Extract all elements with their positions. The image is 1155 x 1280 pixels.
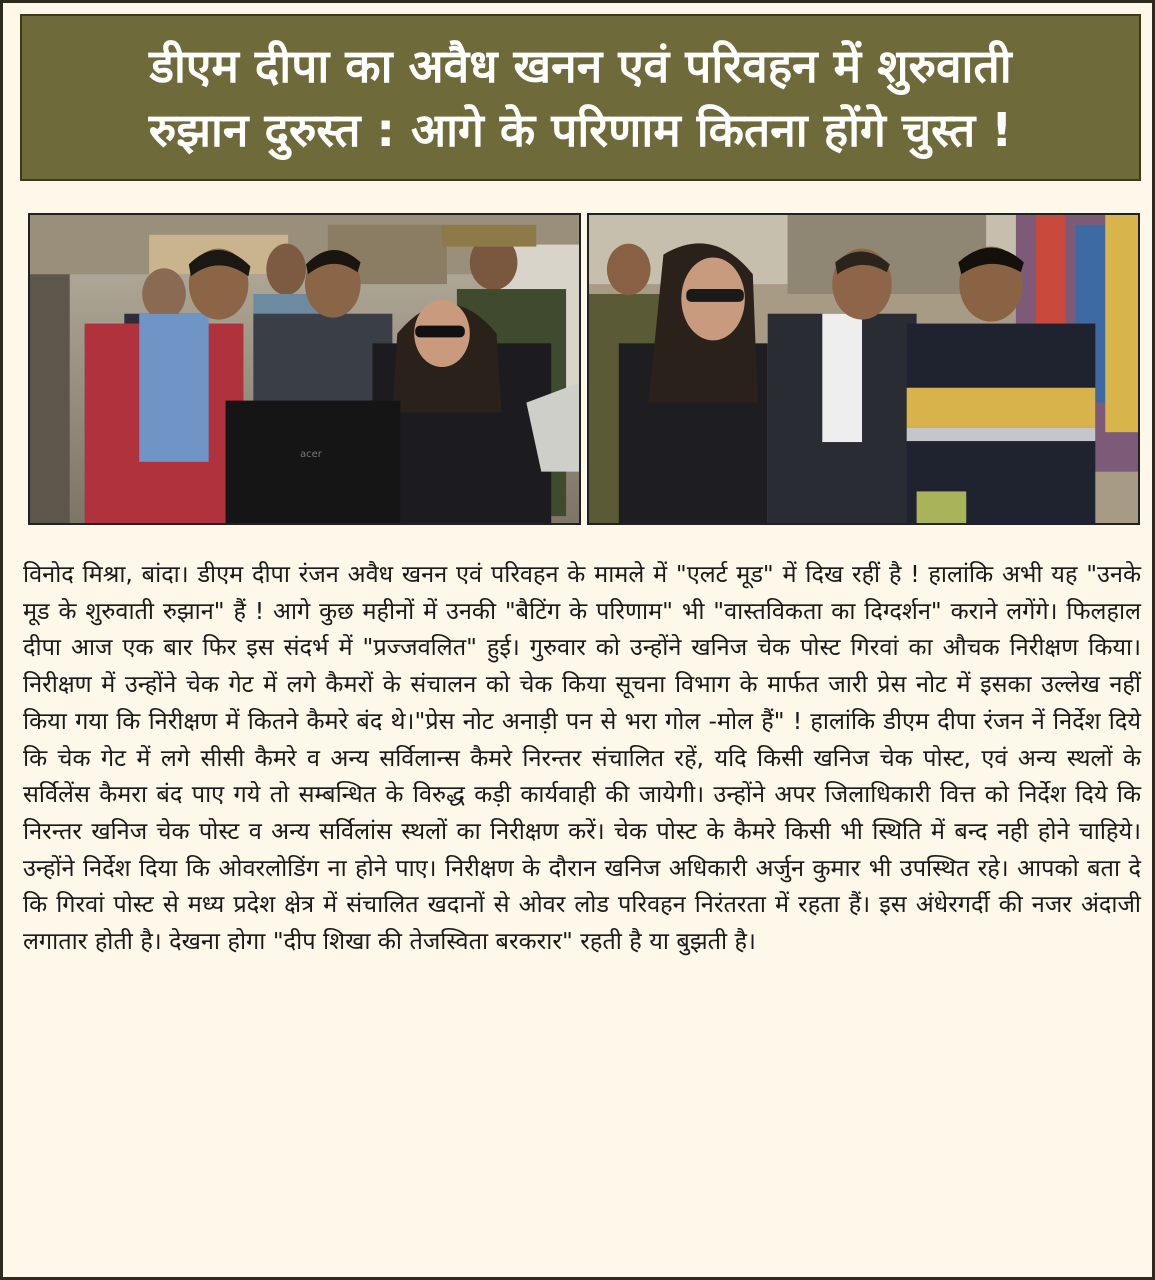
headline-banner: [20, 14, 1141, 181]
headline-line-1: डीएम दीपा का अवैध खनन एवं परिवहन में शुरुवाती: [149, 38, 1012, 93]
photo-inspection-laptop-image: [30, 215, 579, 523]
headline-line-2: रुझान दुरुस्त : आगे के परिणाम कितना होंगे चुस्त !: [148, 102, 1013, 157]
photo-officials-walking-image: [589, 215, 1138, 523]
laptop-brand-label: acer: [300, 448, 322, 460]
article-body: विनोद मिश्रा, बांदा। डीएम दीपा रंजन अवैध खनन एवं परिवहन के मामले में "एलर्ट मूड" में दिख रहीं है ! हालांकि अभी यह "उनके मूड के शुरुवाती रुझान" हैं ! आगे कुछ महीनों में उनकी "बैटिंग के परिणाम" भी "वास्तविकता का दिग्दर्शन" कराने लगेंगे। फिलहाल दीपा आज एक बार फिर इस संदर्भ में "प्रज्जवलित" हुई। गुरुवार को उन्होंने खनिज चेक पोस्ट गिरवां का औचक निरीक्षण किया। निरीक्षण में उन्होंने चेक गेट में लगे कैमरों के संचालन को चेक किया सूचना विभाग के मार्फत जारी प्रेस नोट में इसका उल्लेख नहीं किया गया कि निरीक्षण में कितने कैमरे बंद थे।"प्रेस नोट अनाड़ी पन से भरा गोल -मोल हैं" ! हालांकि डीएम दीपा रंजन नें निर्देश दिये कि चेक गेट में लगे सीसी कैमरे व अन्य सर्विलान्स कैमरे निरन्तर संचालित रहें, यदि किसी खनिज चेक पोस्ट, एवं अन्य स्थलों के सर्विलेंस कैमरा बंद पाए गये तो सम्बन्धित के विरुद्ध कड़ी कार्यवाही की जायेगी। उन्होंने अपर जिलाधिकारी वित्त को निर्देश दिये कि निरन्तर खनिज चेक पोस्ट व अन्य सर्विलांस स्थलों का निरीक्षण करें। चेक पोस्ट के कैमरे किसी भी स्थिति में बन्द नही होने चाहिये। उन्होंने निर्देश दिया कि ओवरलोडिंग ना होने पाए। निरीक्षण के दौरान खनिज अधिकारी अर्जुन कुमार भी उपस्थित रहे। आपको बता दे कि गिरवां पोस्ट से मध्य प्रदेश क्षेत्र में संचालित खदानों से ओवर लोड परिवहन निरंतरता में रहता हैं। इस अंधेरगर्दी की नजर अंदाजी लगातार होती है। देखना होगा "दीप शिखा की तेजस्विता बरकरार" रहती है या बुझती है।: [23, 560, 1141, 956]
photo-officials-walking: [587, 213, 1140, 525]
photo-inspection-laptop: [28, 213, 581, 525]
